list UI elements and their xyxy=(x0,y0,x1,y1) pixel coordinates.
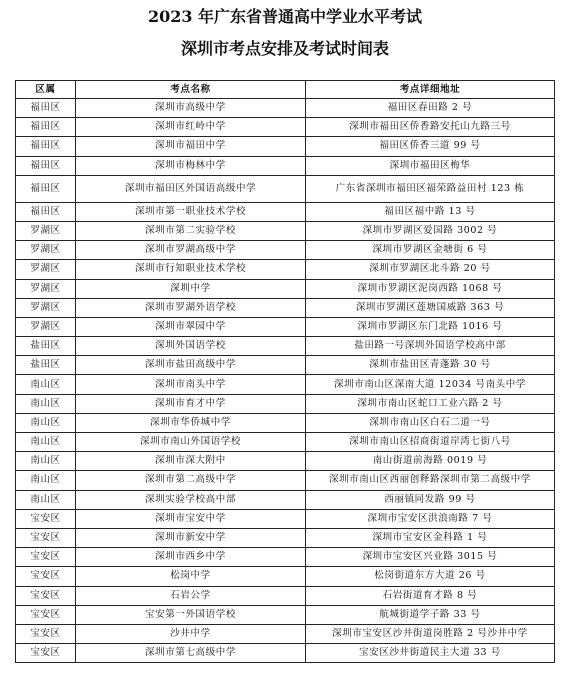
table-row xyxy=(16,202,555,221)
table-row xyxy=(16,471,555,490)
table-row xyxy=(16,279,555,298)
table-row xyxy=(16,375,555,394)
cell-venue-name: 深圳市第一职业技术学校 xyxy=(76,202,306,221)
table-row xyxy=(16,298,555,317)
cell-venue-address: 福田区福中路 13 号 xyxy=(306,202,555,221)
table-row xyxy=(16,413,555,432)
cell-venue-address: 深圳市罗湖区泥岗西路 1068 号 xyxy=(306,279,555,298)
cell-district: 罗湖区 xyxy=(16,260,76,279)
cell-venue-name: 深圳市红岭中学 xyxy=(76,118,306,137)
cell-venue-name: 深圳市育才中学 xyxy=(76,394,306,413)
cell-venue-name: 深圳中学 xyxy=(76,279,306,298)
cell-venue-name: 深圳市罗湖高级中学 xyxy=(76,241,306,260)
cell-district: 宝安区 xyxy=(16,548,76,567)
cell-venue-name: 深圳市新安中学 xyxy=(76,528,306,547)
cell-venue-name: 松岗中学 xyxy=(76,567,306,586)
cell-district: 南山区 xyxy=(16,375,76,394)
header-row xyxy=(16,81,555,99)
cell-district: 罗湖区 xyxy=(16,298,76,317)
cell-venue-name: 深圳市高级中学 xyxy=(76,99,306,118)
cell-venue-name: 深圳市梅林中学 xyxy=(76,156,306,175)
cell-venue-name: 深圳市南山外国语学校 xyxy=(76,433,306,452)
table-row xyxy=(16,490,555,509)
cell-district: 南山区 xyxy=(16,452,76,471)
cell-district: 宝安区 xyxy=(16,644,76,663)
table-row xyxy=(16,548,555,567)
cell-venue-address: 深圳市南山区深南大道 12034 号南头中学 xyxy=(306,375,555,394)
cell-district: 南山区 xyxy=(16,490,76,509)
cell-district: 宝安区 xyxy=(16,567,76,586)
cell-venue-address: 深圳市宝安区沙井街道岗胜路 2 号沙井中学 xyxy=(306,624,555,643)
cell-district: 宝安区 xyxy=(16,509,76,528)
table-row xyxy=(16,175,555,202)
cell-venue-name: 宝安第一外国语学校 xyxy=(76,605,306,624)
table-row xyxy=(16,356,555,375)
table-row xyxy=(16,99,555,118)
cell-venue-address: 深圳市盐田区青蓬路 30 号 xyxy=(306,356,555,375)
table-row xyxy=(16,241,555,260)
cell-venue-address: 深圳市南山区西丽创释路深圳市第二高级中学 xyxy=(306,471,555,490)
cell-venue-name: 深圳实验学校高中部 xyxy=(76,490,306,509)
cell-district: 罗湖区 xyxy=(16,279,76,298)
table-row xyxy=(16,260,555,279)
exam-venue-table xyxy=(15,80,555,663)
document-subtitle: 深圳市考点安排及考试时间表 xyxy=(180,39,389,58)
table-row xyxy=(16,394,555,413)
cell-venue-address: 深圳市宝安区兴业路 3015 号 xyxy=(306,548,555,567)
table-header xyxy=(16,81,555,99)
cell-district: 宝安区 xyxy=(16,586,76,605)
cell-district: 宝安区 xyxy=(16,528,76,547)
table-row xyxy=(16,118,555,137)
cell-venue-name: 深圳市福田中学 xyxy=(76,137,306,156)
cell-district: 南山区 xyxy=(16,394,76,413)
cell-venue-name: 深圳市行知职业技术学校 xyxy=(76,260,306,279)
cell-venue-name: 深圳市西乡中学 xyxy=(76,548,306,567)
table-row xyxy=(16,644,555,663)
header-venue-name: 考点名称 xyxy=(76,81,306,99)
table-body xyxy=(16,99,555,663)
table-row xyxy=(16,433,555,452)
document-title: 2023 年广东省普通高中学业水平考试 xyxy=(147,7,423,26)
table-row xyxy=(16,337,555,356)
table-row xyxy=(16,452,555,471)
table-row xyxy=(16,567,555,586)
cell-district: 罗湖区 xyxy=(16,241,76,260)
cell-venue-address: 南山街道前海路 0019 号 xyxy=(306,452,555,471)
header-venue-address: 考点详细地址 xyxy=(306,81,555,99)
cell-venue-address: 深圳市南山区招商街道岸湾七街八号 xyxy=(306,433,555,452)
cell-venue-address: 深圳市南山区蛇口工业六路 2 号 xyxy=(306,394,555,413)
cell-venue-address: 深圳市罗湖区爱国路 3002 号 xyxy=(306,221,555,240)
cell-venue-name: 深圳市华侨城中学 xyxy=(76,413,306,432)
cell-district: 罗湖区 xyxy=(16,317,76,336)
cell-district: 福田区 xyxy=(16,137,76,156)
cell-district: 罗湖区 xyxy=(16,221,76,240)
table-row xyxy=(16,221,555,240)
cell-venue-address: 深圳市福田区侨香路安托山九路三号 xyxy=(306,118,555,137)
cell-venue-name: 深圳市南头中学 xyxy=(76,375,306,394)
cell-district: 福田区 xyxy=(16,175,76,202)
cell-venue-name: 深圳外国语学校 xyxy=(76,337,306,356)
cell-venue-name: 深圳市盐田高级中学 xyxy=(76,356,306,375)
header-district: 区属 xyxy=(16,81,76,99)
cell-venue-address: 航城街道学子路 33 号 xyxy=(306,605,555,624)
cell-venue-address: 福田区春田路 2 号 xyxy=(306,99,555,118)
cell-venue-address: 广东省深圳市福田区福荣路益田村 123 栋 xyxy=(306,175,555,202)
cell-venue-name: 深圳市深大附中 xyxy=(76,452,306,471)
cell-district: 福田区 xyxy=(16,118,76,137)
cell-venue-name: 深圳市第二实验学校 xyxy=(76,221,306,240)
cell-venue-name: 深圳市第二高级中学 xyxy=(76,471,306,490)
cell-venue-address: 石岩街道育才路 8 号 xyxy=(306,586,555,605)
cell-venue-name: 深圳市宝安中学 xyxy=(76,509,306,528)
cell-district: 南山区 xyxy=(16,471,76,490)
cell-venue-name: 深圳市翠园中学 xyxy=(76,317,306,336)
cell-venue-name: 石岩公学 xyxy=(76,586,306,605)
table-row xyxy=(16,605,555,624)
cell-venue-address: 深圳市福田区梅华 xyxy=(306,156,555,175)
cell-district: 盐田区 xyxy=(16,356,76,375)
cell-district: 南山区 xyxy=(16,413,76,432)
cell-district: 宝安区 xyxy=(16,624,76,643)
cell-district: 南山区 xyxy=(16,433,76,452)
cell-venue-address: 盐田路一号深圳外国语学校高中部 xyxy=(306,337,555,356)
cell-district: 福田区 xyxy=(16,202,76,221)
cell-district: 宝安区 xyxy=(16,605,76,624)
cell-district: 盐田区 xyxy=(16,337,76,356)
cell-venue-address: 深圳市罗湖区莲塘国威路 363 号 xyxy=(306,298,555,317)
cell-venue-address: 深圳市宝安区洪浪南路 7 号 xyxy=(306,509,555,528)
table-row xyxy=(16,624,555,643)
table-row xyxy=(16,586,555,605)
table-row xyxy=(16,317,555,336)
cell-venue-address: 深圳市宝安区金科路 1 号 xyxy=(306,528,555,547)
table-row xyxy=(16,509,555,528)
cell-venue-address: 西丽镇同发路 99 号 xyxy=(306,490,555,509)
cell-venue-address: 深圳市罗湖区金塘街 6 号 xyxy=(306,241,555,260)
cell-district: 福田区 xyxy=(16,156,76,175)
cell-venue-address: 深圳市南山区白石二道一号 xyxy=(306,413,555,432)
cell-venue-address: 深圳市罗湖区东门北路 1016 号 xyxy=(306,317,555,336)
cell-venue-name: 深圳市福田区外国语高级中学 xyxy=(76,175,306,202)
cell-venue-name: 沙井中学 xyxy=(76,624,306,643)
cell-district: 福田区 xyxy=(16,99,76,118)
table-row xyxy=(16,528,555,547)
table-row xyxy=(16,156,555,175)
cell-venue-address: 宝安区沙井街道民主大道 33 号 xyxy=(306,644,555,663)
cell-venue-name: 深圳市第七高级中学 xyxy=(76,644,306,663)
cell-venue-address: 松岗街道东方大道 26 号 xyxy=(306,567,555,586)
cell-venue-address: 福田区侨香三道 99 号 xyxy=(306,137,555,156)
cell-venue-name: 深圳市罗湖外语学校 xyxy=(76,298,306,317)
cell-venue-address: 深圳市罗湖区北斗路 20 号 xyxy=(306,260,555,279)
table-row xyxy=(16,137,555,156)
